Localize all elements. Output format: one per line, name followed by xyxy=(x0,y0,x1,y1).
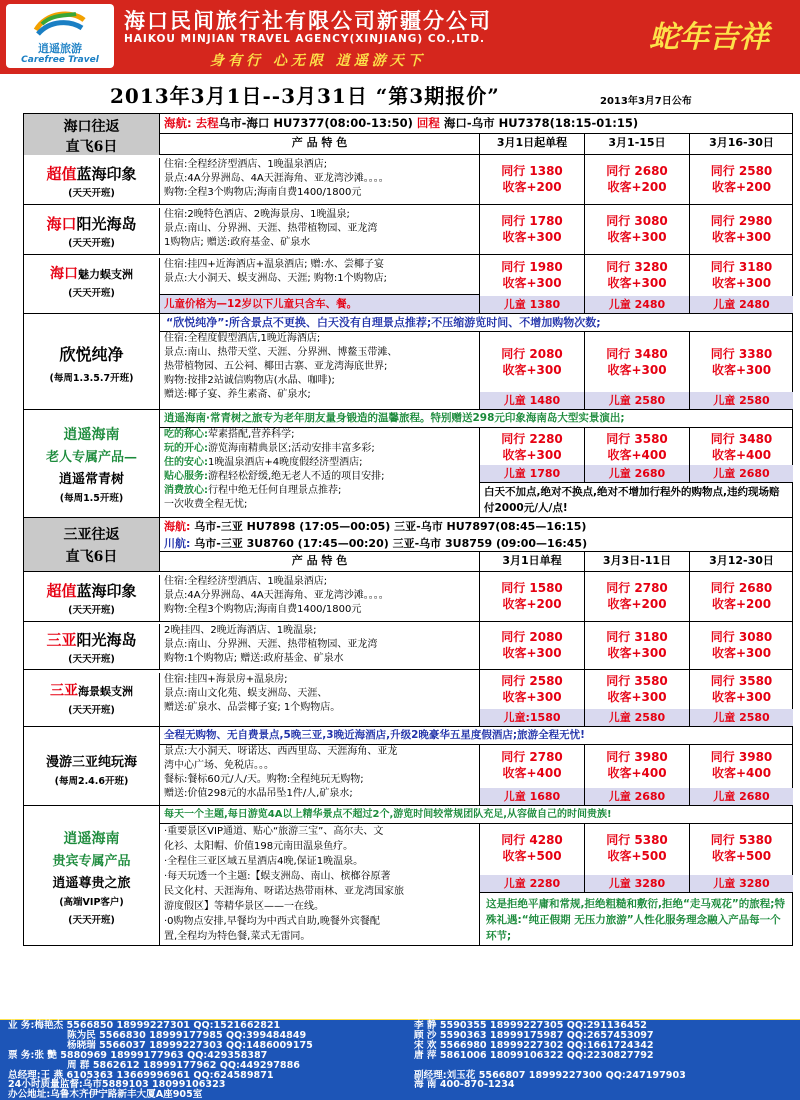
contact-line-left: 杨晓瑞 5566037 18999227303 QQ:1486009175 xyxy=(67,1039,313,1051)
senior-name-cell xyxy=(24,410,159,517)
haikou-header-row xyxy=(23,113,793,155)
sanya-p3-name: 海景蜈支洲 xyxy=(78,685,133,698)
retail-price: 收客+200 xyxy=(711,597,772,611)
senior-product xyxy=(23,410,793,518)
peer-price: 同行 2680 xyxy=(710,581,773,595)
haikou-flight-info xyxy=(159,114,793,134)
manyou-price-1 xyxy=(479,745,584,805)
xinyue-freq: (每周1.3.5.7开班) xyxy=(49,373,134,384)
retail-price: 收客+300 xyxy=(502,690,562,704)
publish-date: 2013年3月7日公布 xyxy=(600,96,692,107)
sanya-p2-name: 阳光海岛 xyxy=(76,631,137,649)
haikou-flight-prefix: 海航: xyxy=(164,116,192,130)
vip-name-2: 贵宾专属产品 xyxy=(52,854,131,869)
retail-price: 收客+300 xyxy=(711,230,772,244)
contact-line-left: 总经理:王 燕 6105363 13669996961 QQ:624589871 xyxy=(8,1069,274,1081)
haikou-col-date-3: 3月16-30日 xyxy=(689,134,793,155)
retail-price: 收客+300 xyxy=(607,646,667,660)
senior-price-2 xyxy=(584,428,689,482)
retail-price: 收客+300 xyxy=(711,646,772,660)
senior-name-3: 逍遥常青树 xyxy=(58,472,124,487)
retail-price: 收客+300 xyxy=(607,363,667,377)
vip-name-1: 逍遥海南 xyxy=(63,831,120,847)
xinyue-price-2 xyxy=(584,332,689,409)
peer-price: 同行 2780 xyxy=(501,750,563,764)
senior-key: 玩的开心: xyxy=(164,443,208,454)
vip-name-4: (高端VIP客户) xyxy=(59,897,124,908)
peer-price: 同行 5380 xyxy=(606,833,668,847)
contact-footer xyxy=(0,1019,800,1100)
contact-line-right: 唐 萍 5861006 18099106322 QQ:2230827792 xyxy=(414,1049,654,1061)
peer-price: 同行 1780 xyxy=(501,214,563,228)
logo-chinese-text: 逍遥旅游 xyxy=(38,42,82,55)
haikou-col-date-2: 3月1-15日 xyxy=(584,134,689,155)
sanya-product-1 xyxy=(23,572,793,622)
desc-line: 住宿:全程经济型酒店、1晚温泉酒店; xyxy=(164,159,328,170)
desc-line: 置,全程均为特色餐,菜式无雷同。 xyxy=(164,931,311,942)
retail-price: 收客+400 xyxy=(711,766,772,780)
senior-name-1: 逍遥海南 xyxy=(63,427,120,443)
haikou-p1-name-cell xyxy=(24,155,159,204)
desc-line: 景点:4A分界洲岛、4A天涯海角、亚龙湾沙滩。。。。 xyxy=(164,173,389,184)
haikou-back-flight: 海口-乌市 HU7378(18:15-01:15) xyxy=(443,116,639,130)
child-price: 儿童 2480 xyxy=(585,296,689,313)
sanya-p3-name-red: 三亚 xyxy=(50,683,78,699)
senior-price-3 xyxy=(689,428,793,482)
child-price: 儿童:1580 xyxy=(480,709,584,726)
retail-price: 收客+300 xyxy=(502,363,562,377)
desc-line: 购物:按排2站诚信购物店(水晶、咖啡); xyxy=(164,375,335,386)
retail-price: 收客+400 xyxy=(607,766,667,780)
retail-price: 收客+300 xyxy=(502,230,562,244)
child-price: 儿童 3280 xyxy=(690,875,793,892)
sanya-p1-name: 蓝海印象 xyxy=(76,582,137,600)
sanya-col-date-2: 3月3日-11日 xyxy=(584,552,689,571)
haikou-p2-name-red: 海口 xyxy=(46,215,77,233)
child-price: 儿童 2680 xyxy=(690,465,793,482)
peer-price: 同行 3080 xyxy=(710,630,773,644)
desc-line: ·全程住三亚区域五星酒店4晚,保证1晚温泉。 xyxy=(164,856,364,867)
vip-name-cell xyxy=(24,806,159,945)
desc-line: 赠送:椰子宴、养生素斋、矿泉水; xyxy=(164,389,311,400)
haikou-product-2 xyxy=(23,205,793,255)
xinyue-desc xyxy=(159,332,479,409)
vip-freq: (天天开班) xyxy=(68,915,115,926)
sanya-p2-price-1 xyxy=(479,622,584,669)
manyou-freq: (每周2.4.6开班) xyxy=(54,776,129,787)
haikou-p2-price-3 xyxy=(689,205,793,254)
child-price: 儿童 1780 xyxy=(480,465,584,482)
contact-line-left: 24小时质量监督:乌市5889103 18099106323 xyxy=(8,1079,226,1091)
sanya-p1-price-3 xyxy=(689,572,793,621)
sanya-p2-name-cell xyxy=(24,622,159,669)
sanya-p2-price-2 xyxy=(584,622,689,669)
retail-price: 收客+300 xyxy=(607,276,667,290)
child-price: 儿童 2680 xyxy=(585,788,689,805)
sanya-p3-price-2 xyxy=(584,670,689,726)
desc-line: 湾中心广场、免税店。。。 xyxy=(164,760,274,771)
contact-line-right: 李 静 5590355 18999227305 QQ:291136452 xyxy=(414,1020,647,1031)
retail-price: 收客+300 xyxy=(502,448,562,462)
haikou-col-feature: 产 品 特 色 xyxy=(159,134,479,155)
child-price: 儿童 2280 xyxy=(480,875,584,892)
haikou-p1-price-1 xyxy=(479,155,584,204)
child-price: 儿童 2680 xyxy=(690,788,793,805)
senior-banner: 逍遥海南·常青树之旅专为老年朋友量身锻造的温馨旅程。特别赠送298元印象海南岛大型实景演出; xyxy=(159,410,793,428)
peer-price: 同行 3180 xyxy=(606,630,668,644)
peer-price: 同行 2580 xyxy=(710,164,773,178)
senior-freq: (每周1.5开班) xyxy=(59,493,124,504)
sanya-region: 三亚往返 xyxy=(63,527,120,543)
vip-price-1 xyxy=(479,824,584,892)
haikou-child-note: 儿童价格为—12岁以下儿童只含车、餐。 xyxy=(159,294,479,313)
senior-val: 1晚温泉酒店+4晚度假经济型酒店; xyxy=(208,457,363,468)
senior-desc xyxy=(159,428,479,517)
peer-price: 同行 3480 xyxy=(606,347,668,361)
desc-line: 民文化村、天涯海角、呀诺达热带雨林、亚龙湾国家旅 xyxy=(164,886,404,897)
child-price: 儿童 2580 xyxy=(585,709,689,726)
desc-line: 游度假区】等精华景区——一在线。 xyxy=(164,901,324,912)
desc-line: 住宿:2晚特色酒店、2晚海景房、1晚温泉; xyxy=(164,209,350,220)
senior-val: 一次收费全程无忧; xyxy=(164,499,248,510)
haikou-out-flight: 乌市-海口 HU7377(08:00-13:50) xyxy=(218,116,413,130)
haikou-p2-name: 阳光海岛 xyxy=(76,215,137,233)
sanya-p2-desc xyxy=(159,624,479,669)
senior-val: 游览海南精典景区;活动安排丰富多彩; xyxy=(208,443,375,454)
company-logo xyxy=(6,4,114,68)
senior-price-1 xyxy=(479,428,584,482)
manyou-desc xyxy=(159,745,479,805)
peer-price: 同行 1580 xyxy=(501,581,563,595)
retail-price: 收客+200 xyxy=(711,180,772,194)
contact-line-left: 业 务:梅艳杰 5566850 18999227301 QQ:1521662821 xyxy=(8,1020,281,1031)
sanya-product-3 xyxy=(23,670,793,727)
haikou-p1-name-red: 超值 xyxy=(46,165,77,183)
haikou-p3-name-red: 海口 xyxy=(50,266,78,282)
desc-line: 景点:南山、分界洲、天涯、热带植物园、亚龙湾 xyxy=(164,639,378,650)
peer-price: 同行 2980 xyxy=(710,214,773,228)
haikou-p2-price-1 xyxy=(479,205,584,254)
senior-key: 住的安心: xyxy=(164,457,208,468)
peer-price: 同行 2080 xyxy=(501,630,563,644)
haikou-p2-price-2 xyxy=(584,205,689,254)
new-year-badge: 蛇年吉祥 xyxy=(649,20,769,55)
sanya-product-2 xyxy=(23,622,793,670)
desc-line: 餐标:餐标60元/人/天。购物:全程纯玩无购物; xyxy=(164,774,364,785)
desc-line: 赠送:价值298元的水晶吊坠1件/人,矿泉水; xyxy=(164,788,353,799)
desc-line: ·重要景区VIP通道、贴心“旅游三宝”、高尔夫、文 xyxy=(164,826,384,837)
child-price: 儿童 2580 xyxy=(690,709,793,726)
vip-price-2 xyxy=(584,824,689,892)
desc-line: 景点:南山、热带天堂、天涯、分界洲、博鳌玉带滩、 xyxy=(164,347,398,358)
sanya-region-cell xyxy=(24,518,159,571)
senior-key: 贴心服务: xyxy=(164,471,208,482)
haikou-p3-desc xyxy=(159,258,479,296)
haikou-p3-name-cell xyxy=(24,255,159,313)
haikou-col-date-1: 3月1日起单程 xyxy=(479,134,584,155)
senior-key: 消费放心: xyxy=(164,485,208,496)
peer-price: 同行 2580 xyxy=(501,674,563,688)
haikou-back-label: 回程 xyxy=(416,116,440,130)
peer-price: 同行 3580 xyxy=(606,432,668,446)
contact-line-right: 副经理:刘玉花 5566807 18999227300 QQ:247197903 xyxy=(414,1069,686,1081)
desc-line: 购物:全程3个购物店;海南自费1400/1800元 xyxy=(164,187,362,198)
peer-price: 同行 2280 xyxy=(501,432,563,446)
haikou-p2-freq: (天天开班) xyxy=(68,238,115,249)
retail-price: 收客+500 xyxy=(607,849,667,863)
sanya-header-row xyxy=(23,518,793,572)
retail-price: 收客+300 xyxy=(607,230,667,244)
sanya-airline-2: 川航: xyxy=(164,537,191,550)
peer-price: 同行 5380 xyxy=(710,833,773,847)
page-title: 2013年3月1日--3月31日 “第3期报价” xyxy=(110,84,500,108)
company-name-en: HAIKOU MINJIAN TRAVEL AGENCY(XINJIANG) CO.,LTD. xyxy=(124,33,486,45)
sanya-p3-desc xyxy=(159,673,479,726)
haikou-p3-name: 魅力蜈支洲 xyxy=(78,268,133,281)
retail-price: 收客+200 xyxy=(607,180,667,194)
retail-price: 收客+300 xyxy=(711,690,772,704)
desc-line: 2晚挂四、2晚近海酒店、1晚温泉; xyxy=(164,625,317,636)
sanya-p1-price-1 xyxy=(479,572,584,621)
retail-price: 收客+300 xyxy=(607,690,667,704)
retail-price: 收客+500 xyxy=(502,849,562,863)
sanya-col-date-3: 3月12-30日 xyxy=(689,552,793,571)
contact-line-left: 办公地址:乌鲁木齐伊宁路新丰大厦A座905室 xyxy=(8,1089,203,1100)
desc-line: 景点:大小洞天、呀诺达、西西里岛、天涯海角、亚龙 xyxy=(164,746,398,757)
haikou-p2-desc xyxy=(159,208,479,254)
haikou-p3-price-1 xyxy=(479,255,584,313)
retail-price: 收客+300 xyxy=(502,276,562,290)
sanya-flight-2 xyxy=(159,535,793,552)
sanya-p3-freq: (天天开班) xyxy=(68,705,115,716)
peer-price: 同行 3180 xyxy=(710,260,773,274)
haikou-out-label: 去程 xyxy=(195,116,219,130)
peer-price: 同行 3380 xyxy=(710,347,773,361)
haikou-p2-name-cell xyxy=(24,205,159,254)
peer-price: 同行 3580 xyxy=(606,674,668,688)
desc-line: 化衫、太阳帽、价值198元南田温泉鱼疗。 xyxy=(164,841,354,852)
child-price: 儿童 2580 xyxy=(585,392,689,409)
sanya-p2-price-3 xyxy=(689,622,793,669)
vip-banner: 每天一个主题,每日游览4A以上精华景点不超过2个,游览时间较常规团队充足,从容做自己的时间贵族! xyxy=(159,806,793,824)
retail-price: 收客+400 xyxy=(502,766,562,780)
desc-line: 1购物店; 赠送:政府基金、矿泉水 xyxy=(164,237,311,248)
contact-line-right: 顾 沙 5590363 18999175987 QQ:2657453097 xyxy=(414,1029,654,1041)
peer-price: 同行 3580 xyxy=(710,674,773,688)
child-price: 儿童 1480 xyxy=(480,392,584,409)
peer-price: 同行 3480 xyxy=(710,432,773,446)
haikou-product-3 xyxy=(23,255,793,314)
sanya-p1-freq: (天天开班) xyxy=(68,605,115,616)
xinyue-name-cell xyxy=(24,314,159,409)
company-name-cn: 海口民间旅行社有限公司新疆分公司 xyxy=(124,9,492,33)
haikou-product-1 xyxy=(23,155,793,205)
retail-price: 收客+300 xyxy=(711,276,772,290)
sanya-p2-name-red: 三亚 xyxy=(46,631,77,649)
senior-name-2: 老人专属产品— xyxy=(45,450,137,465)
child-price: 儿童 2680 xyxy=(585,465,689,482)
xinyue-product xyxy=(23,314,793,410)
peer-price: 同行 3280 xyxy=(606,260,668,274)
vip-name-3: 逍遥尊贵之旅 xyxy=(52,876,131,891)
sanya-p1-price-2 xyxy=(584,572,689,621)
contact-line-left: 票 务:张 艷 5880969 18999177963 QQ:429358387 xyxy=(8,1049,268,1061)
sanya-p3-price-1 xyxy=(479,670,584,726)
peer-price: 同行 2080 xyxy=(501,347,563,361)
peer-price: 同行 2680 xyxy=(606,164,668,178)
sanya-airline-1: 海航: xyxy=(164,520,191,533)
xinyue-name: 欣悦纯净 xyxy=(59,345,124,364)
peer-price: 同行 3980 xyxy=(606,750,668,764)
desc-line: ·每天玩透一个主题:【蜈支洲岛、南山、槟榔谷原著 xyxy=(164,871,391,882)
manyou-name-cell xyxy=(24,727,159,805)
sanya-flight-1-text: 乌市-三亚 HU7898 (17:05—00:05) 三亚-乌市 HU7897(08:45—16:15) xyxy=(194,520,587,533)
sanya-p3-name-cell xyxy=(24,670,159,726)
retail-price: 收客+300 xyxy=(711,363,772,377)
sanya-col-feature: 产 品 特 色 xyxy=(159,552,479,571)
logo-swirl-icon xyxy=(32,8,88,38)
desc-line: ·0购物点安排,早餐均为中西式自助,晚餐外宾餐配 xyxy=(164,916,380,927)
senior-val: 游程轻松舒缓,绝无老人不适的项目安排; xyxy=(208,471,385,482)
manyou-product xyxy=(23,727,793,806)
sanya-days: 直飞6日 xyxy=(65,549,118,565)
haikou-p1-desc xyxy=(159,158,479,204)
peer-price: 同行 4280 xyxy=(501,833,563,847)
peer-price: 同行 3080 xyxy=(606,214,668,228)
header-banner xyxy=(0,0,800,74)
contact-line-left: 周 群 5862612 18999177962 QQ:449297886 xyxy=(67,1059,300,1071)
manyou-name: 漫游三亚纯玩海 xyxy=(45,755,137,770)
manyou-price-2 xyxy=(584,745,689,805)
desc-line: 住宿:挂四+近海酒店+温泉酒店; 赠:水、尝椰子宴 xyxy=(164,259,385,270)
desc-line: 赠送:矿泉水、品尝椰子宴; 1个购物店。 xyxy=(164,702,341,713)
contact-line-right: 宋 欢 5566980 18999227302 QQ:1661724342 xyxy=(414,1039,654,1051)
desc-line: 景点:4A分界洲岛、4A天涯海角、亚龙湾沙滩。。。。 xyxy=(164,590,389,601)
haikou-p1-name: 蓝海印象 xyxy=(76,165,137,183)
manyou-banner: 全程无购物、无自费景点,5晚三亚,3晚近海酒店,升级2晚豪华五星度假酒店;旅游全程无忧! xyxy=(159,727,793,745)
desc-line: 住宿:全程经济型酒店、1晚温泉酒店; xyxy=(164,576,328,587)
sanya-flight-2-text: 乌市-三亚 3U8760 (17:45—00:20) 三亚-乌市 3U8759 (09:00—16:45) xyxy=(194,537,588,550)
desc-line: 景点:南山、分界洲、天涯、热带植物园、亚龙湾 xyxy=(164,223,378,234)
senior-val: 荤素搭配,营养科学; xyxy=(208,429,295,440)
contact-line-left: 陈为民 5566830 18999177985 QQ:399484849 xyxy=(67,1029,307,1041)
logo-english-text: Carefree Travel xyxy=(21,55,99,65)
desc-line: 购物:全程3个购物店;海南自费1400/1800元 xyxy=(164,604,362,615)
vip-price-3 xyxy=(689,824,793,892)
sanya-p1-name-cell xyxy=(24,572,159,621)
haikou-p1-price-3 xyxy=(689,155,793,204)
sanya-p1-name-red: 超值 xyxy=(46,582,77,600)
peer-price: 同行 1980 xyxy=(501,260,563,274)
retail-price: 收客+400 xyxy=(607,448,667,462)
sanya-p3-price-3 xyxy=(689,670,793,726)
sanya-col-date-1: 3月1日单程 xyxy=(479,552,584,571)
xinyue-price-1 xyxy=(479,332,584,409)
desc-line: 景点:南山文化苑、蜈支洲岛、天涯、 xyxy=(164,688,328,699)
contact-line-right: 海 南 400-870-1234 xyxy=(414,1079,515,1091)
retail-price: 收客+300 xyxy=(502,646,562,660)
desc-line: 购物:1个购物店; 赠送:政府基金、矿泉水 xyxy=(164,653,344,664)
senior-val: 行程中绝无任何自理景点推荐; xyxy=(208,485,342,496)
sanya-p2-freq: (天天开班) xyxy=(68,654,115,665)
haikou-p1-price-2 xyxy=(584,155,689,204)
vip-product xyxy=(23,806,793,946)
retail-price: 收客+500 xyxy=(711,849,772,863)
haikou-p1-freq: (天天开班) xyxy=(68,188,115,199)
retail-price: 收客+200 xyxy=(502,180,562,194)
peer-price: 同行 2780 xyxy=(606,581,668,595)
child-price: 儿童 1680 xyxy=(480,788,584,805)
senior-promise: 白天不加点,绝对不换点,绝对不增加行程外的购物点,违约现场赔付2000元/人/点! xyxy=(479,482,793,517)
company-slogan: 身有行 心无限 逍遥游天下 xyxy=(210,53,426,69)
haikou-p3-freq: (天天开班) xyxy=(68,288,115,299)
haikou-days: 直飞6日 xyxy=(65,139,118,155)
retail-price: 收客+200 xyxy=(502,597,562,611)
sanya-p1-desc xyxy=(159,575,479,621)
vip-promise: 这是拒绝平庸和常规,拒绝粗糙和敷衍,拒绝“走马观花”的旅程;特殊礼遇:“纯正假期 无压力旅游”人性化服务理念融入产品每一个环节; xyxy=(479,892,793,945)
manyou-price-3 xyxy=(689,745,793,805)
xinyue-banner: “欣悦纯净”:所含景点不更换、白天没有自理景点推荐;不压缩游览时间、不增加购物次数; xyxy=(159,314,793,332)
child-price: 儿童 1380 xyxy=(480,296,584,313)
haikou-p3-price-2 xyxy=(584,255,689,313)
xinyue-price-3 xyxy=(689,332,793,409)
desc-line: 住宿:全程度假型酒店,1晚近海酒店; xyxy=(164,333,321,344)
child-price: 儿童 2580 xyxy=(690,392,793,409)
child-price: 儿童 2480 xyxy=(690,296,793,313)
peer-price: 同行 1380 xyxy=(501,164,563,178)
desc-line: 景点:大小洞天、蜈支洲岛、天涯; 购物:1个购物店; xyxy=(164,273,388,284)
sanya-flight-1 xyxy=(159,518,793,535)
peer-price: 同行 3980 xyxy=(710,750,773,764)
retail-price: 收客+200 xyxy=(607,597,667,611)
haikou-p3-price-3 xyxy=(689,255,793,313)
desc-line: 热带植物园、五公祠、椰田古寨、亚龙湾海底世界; xyxy=(164,361,388,372)
child-price: 儿童 3280 xyxy=(585,875,689,892)
haikou-region-cell xyxy=(24,114,159,155)
vip-desc xyxy=(159,824,479,945)
senior-key: 吃的称心: xyxy=(164,429,208,440)
desc-line: 住宿:挂四+海景房+温泉房; xyxy=(164,674,288,685)
haikou-region: 海口往返 xyxy=(63,119,120,135)
retail-price: 收客+400 xyxy=(711,448,772,462)
